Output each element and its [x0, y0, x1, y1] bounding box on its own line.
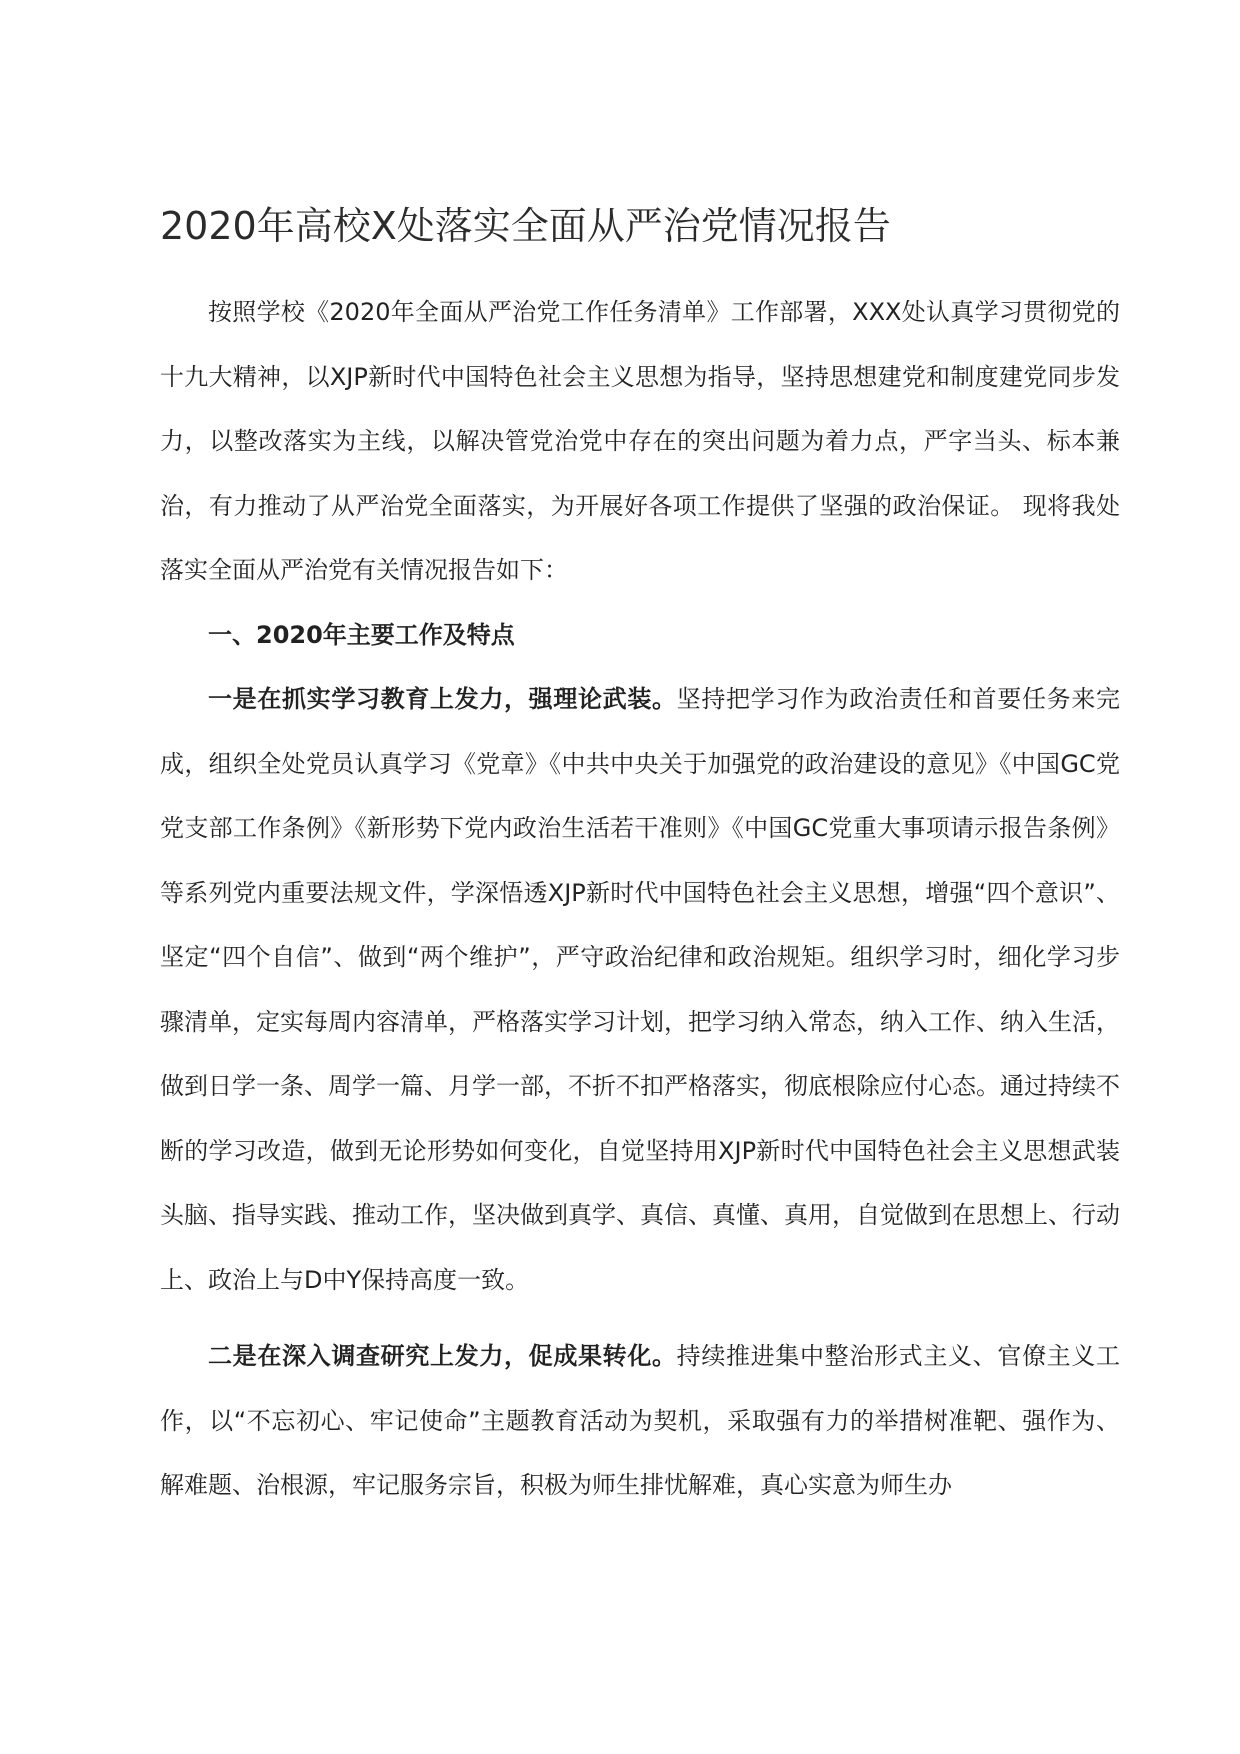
intro-paragraph: 按照学校《2020年全面从严治党工作任务清单》工作部署，XXX处认真学习贯彻党的十九大精神，以XJP新时代中国特色社会主义思想为指导，坚持思想建党和制度建党同步发力，以整改落实为主线，以解决管党治党中存在的突出问题为着力点，严字当头、标本兼治，有力推动了从严治党全面落实，为开展好各项工作提供了坚强的政治保证。 现将我处落实全面从严治党有关情况报告如下： — [160, 298, 1120, 584]
document-body — [160, 280, 1120, 1518]
item-2-paragraph — [160, 1324, 1120, 1518]
item-1-body: 坚持把学习作为政治责任和首要任务来完成，组织全处党员认真学习《党章》《中共中央关于加强党的政治建设的意见》《中国GC党党支部工作条例》《新形势下党内政治生活若干准则》《中国GC党重大事项请示报告条例》等系列党内重要法规文件，学深悟透XJP新时代中国特色社会主义思想，增强“四个意识”、坚定“四个自信”、做到“两个维护”，严守政治纪律和政治规矩。组织学习时，细化学习步骤清单，定实每周内容清单，严格落实学习计划，把学习纳入常态，纳入工作、纳入生活，做到日学一条、周学一篇、月学一部，不折不扣严格落实，彻底根除应付心态。通过持续不断的学习改造，做到无论形势如何变化，自觉坚持用XJP新时代中国特色社会主义思想武装头脑、指导实践、推动工作，坚决做到真学、真信、真懂、真用，自觉做到在思想上、行动上、政治上与D中Y保持高度一致。 — [160, 685, 1121, 1294]
item-2-lead: 二是在深入调查研究上发力，促成果转化。 — [208, 1342, 677, 1370]
section-heading: 一、2020年主要工作及特点 — [208, 620, 515, 649]
item-1-paragraph — [160, 667, 1120, 1312]
item-2-body: 持续推进集中整治形式主义、官僚主义工作，以“不忘初心、牢记使命”主题教育活动为契机，采取强有力的举措树准靶、强作为、解难题、治根源，牢记服务宗旨，积极为师生排忧解难，真心实意为师生办 — [160, 1342, 1121, 1499]
document-title: 2020年高校X处落实全面从严治党情况报告 — [160, 204, 891, 248]
item-1-lead: 一是在抓实学习教育上发力，强理论武装。 — [208, 685, 677, 713]
